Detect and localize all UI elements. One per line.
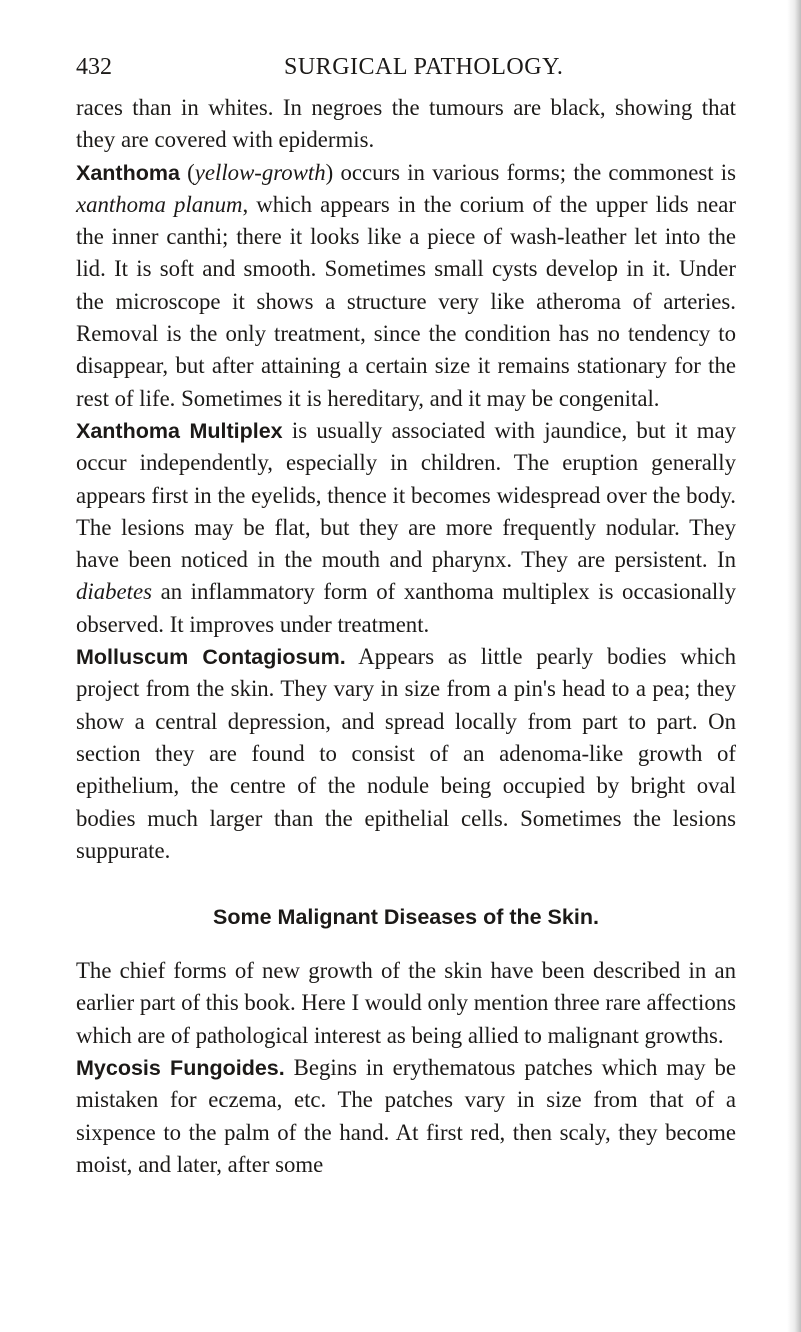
paragraph-xanthoma [76,157,736,415]
section-heading: Some Malignant Diseases of the Skin. [213,905,599,930]
term-xanthoma: Xanthoma [76,160,180,185]
term-molluscum-contagiosum: Molluscum Contagiosum. [76,645,346,670]
page-header [76,50,736,84]
term-mycosis-fungoides: Mycosis Fungoides. [76,1056,285,1081]
paragraph-new-growth: The chief forms of new growth of the skin have been described in an earlier part of this book. Here I would only mention three rare affections which are of pathological interest as being allied to malignant growths. [76,958,736,1048]
running-head: SURGICAL PATHOLOGY. [284,54,564,80]
text-segment: ) occurs in various forms; the commonest is [325,159,736,185]
text-segment: , which appears in the corium of the upper lids near the inner canthi; there it looks like a piece of wash-leather let into the lid. It is soft and smooth. Sometimes small cysts develop in it. Under the microscope it shows a structure very like atheroma of arteries. Removal is the only treatment, since the condition has no tendency to disappear, but after attaining a certain size it remains stationary for the rest of life. Sometimes it is hereditary, and it may be congenital. [76,191,736,411]
body-text [76,92,736,1181]
italic-yellow-growth: yellow-growth [194,159,326,185]
text-segment: Appears as little pearly bodies which project from the skin. They vary in size from a pin's head to a pea; they show a central depression, and spread locally from part to part. On section they are found to consist of an adenoma-like growth of epithelium, the centre of the nodule being occupied by bright oval bodies much larger than the epithelial cells. Sometimes the lesions suppurate. [76,644,736,863]
italic-diabetes: diabetes [76,579,152,605]
text-segment: an inflammatory form of xanthoma multiplex is occasionally observed. It improves under treatment. [76,579,736,637]
term-xanthoma-multiplex: Xanthoma Multiplex [76,418,283,443]
paragraph-races: races than in whites. In negroes the tumours are black, showing that they are covered with epidermis. [76,95,736,153]
page-edge-shadow [787,0,801,1332]
paragraph-mycosis-fungoides [76,1052,736,1181]
text-segment: Begins in erythematous patches which may be mistaken for eczema, etc. The patches vary in size from that of a sixpence to the palm of the hand. At first red, then scaly, they become moist, and later, after some [76,1055,736,1177]
text-segment: ( [179,159,195,185]
page-number: 432 [76,54,112,80]
text-segment: is usually associated with jaundice, but it may occur independently, especially in children. The eruption generally appears first in the eyelids, thence it becomes widespread over the body. The lesions may be flat, but they are more frequently nodular. They have been noticed in the mouth and pharynx. They are persistent. In [76,417,736,573]
italic-xanthoma-planum: xanthoma planum [76,191,243,217]
paragraph-xanthoma-multiplex [76,415,736,641]
paragraph-molluscum [76,641,736,867]
